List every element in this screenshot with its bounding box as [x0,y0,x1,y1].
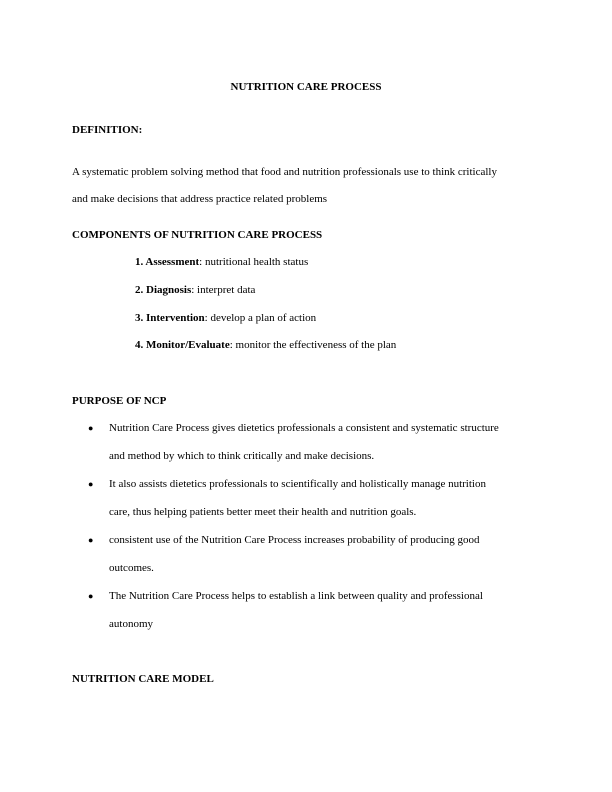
components-heading: COMPONENTS OF NUTRITION CARE PROCESS [72,229,323,241]
component-item [135,311,316,325]
purpose-item-line: care, thus helping patients better meet their health and nutrition goals. [109,506,417,518]
component-text: : nutritional health status [199,256,309,268]
definition-line-2: and make decisions that address practice related problems [72,193,328,205]
bullet-icon: ● [88,535,94,545]
purpose-heading: PURPOSE OF NCP [72,395,167,407]
purpose-item-line: autonomy [109,618,153,630]
component-text: : interpret data [191,284,256,296]
component-label: 3. Intervention [135,312,205,324]
component-text: : monitor the effectiveness of the plan [229,339,397,351]
model-heading: NUTRITION CARE MODEL [72,673,214,685]
component-text: : develop a plan of action [204,312,317,324]
purpose-item-line: The Nutrition Care Process helps to establish a link between quality and professional [109,590,483,602]
component-item [135,283,255,297]
component-item [135,338,396,352]
bullet-icon: ● [88,591,94,601]
component-label: 4. Monitor/Evaluate [135,339,230,351]
purpose-item-line: and method by which to think critically and make decisions. [109,450,375,462]
bullet-icon: ● [88,479,94,489]
purpose-item-line: outcomes. [109,562,154,574]
purpose-item-line: It also assists dietetics professionals to scientifically and holistically manage nutrition [109,478,486,490]
purpose-item-line: consistent use of the Nutrition Care Process increases probability of producing good [109,534,480,546]
component-item [135,255,308,269]
definition-line-1: A systematic problem solving method that food and nutrition professionals use to think critically [72,166,497,178]
bullet-icon: ● [88,423,94,433]
component-label: 1. Assessment [135,256,200,268]
page-title: NUTRITION CARE PROCESS [230,81,382,93]
definition-heading: DEFINITION: [72,124,143,136]
purpose-item-line: Nutrition Care Process gives dietetics professionals a consistent and systematic structure [109,422,499,434]
component-label: 2. Diagnosis [135,284,192,296]
